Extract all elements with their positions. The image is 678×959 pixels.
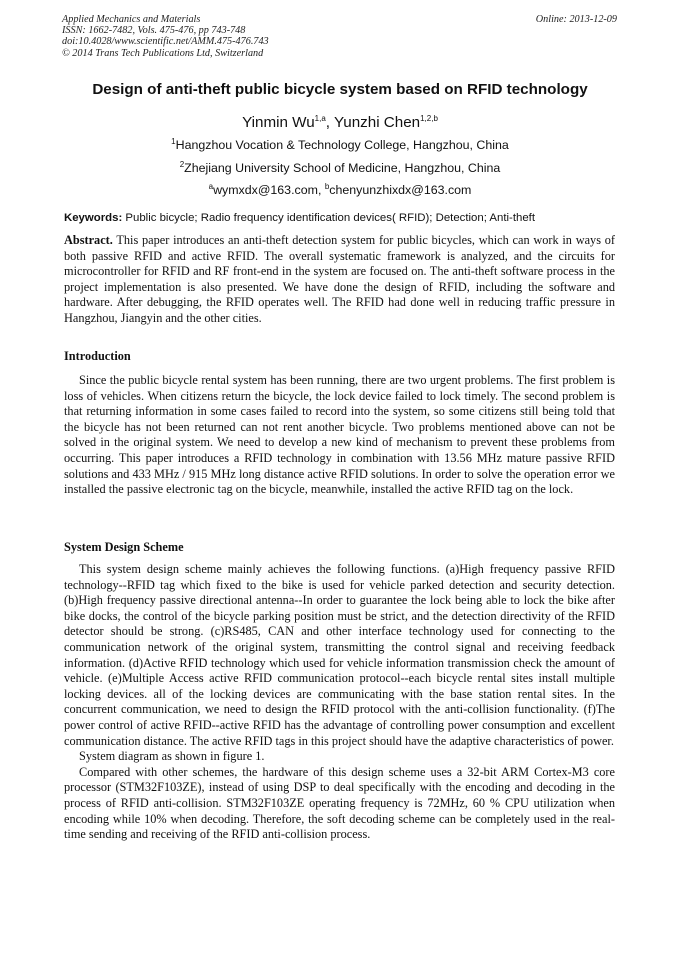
doi: doi:10.4028/www.scientific.net/AMM.475-476.743 [62, 36, 269, 48]
author-name: Yinmin Wu [242, 114, 315, 131]
email-line [40, 183, 640, 197]
affiliation [40, 161, 640, 175]
copyright: © 2014 Trans Tech Publications Ltd, Switzerland [62, 47, 264, 59]
affiliation-superscript: 1 [171, 136, 176, 146]
paragraph: Since the public bicycle rental system has been running, there are two urgent problems. The first problem is loss of vehicles. When citizens return the bicycle, the lock device failed to lock timely. The second problem is that returning information in some cases failed to record into the system, so some citizens still being told that the bicycle has not been returned can not rent another bicycle. Two problems mentioned above can not be solved in the original system. We need to develop a new kind of mechanism to prevent these problems from occurring. This paper introduces a RFID technology in combination with 13.56 MHz mature passive RFID solutions and 433 MHz / 915 MHz long distance active RFID solutions. In order to solve the operation error we installed the passive electronic tag on the bicycle, meanwhile, installed the active RFID tag on the lock. [64, 373, 615, 497]
email: wymxdx@163.com [213, 183, 318, 197]
email-separator: , [317, 183, 325, 197]
keywords-label: Keywords: [64, 212, 123, 224]
journal-header [62, 14, 617, 59]
paragraph: System diagram as shown in figure 1. [79, 749, 265, 764]
paragraph: Compared with other schemes, the hardware of this design scheme uses a 32-bit ARM Cortex-M3 core processor (STM32F103ZE), instead of using DSP to deal specifically with the encoding and decoding in the process of RFID anti-collision. STM32F103ZE operating frequency is 72MHz, 60 % CPU utilization when encoding while 10% when decoding. Therefore, the soft decoding scheme can be completely used in the real-time sending and receiving of the RFID anti-collision process. [64, 764, 615, 842]
email: chenyunzhixdx@163.com [329, 183, 472, 197]
introduction-body [64, 373, 615, 498]
author-superscript: 1,2,b [420, 113, 438, 123]
keywords [64, 212, 619, 224]
system-design-body [64, 562, 615, 843]
author-line [40, 114, 640, 131]
paper-title: Design of anti-theft public bicycle system based on RFID technology [92, 81, 588, 98]
issn: ISSN: 1662-7482, Vols. 475-476, pp 743-748 [62, 25, 246, 37]
author-superscript: 1,a [314, 113, 326, 123]
abstract [64, 233, 615, 327]
journal-name: Applied Mechanics and Materials [62, 14, 201, 25]
affiliation-text: Zhejiang University School of Medicine, Hangzhou, China [184, 161, 501, 175]
section-heading-introduction: Introduction [64, 349, 131, 363]
affiliation-text: Hangzhou Vocation & Technology College, Hangzhou, China [175, 138, 509, 152]
online-date: Online: 2013-12-09 [535, 14, 617, 25]
email-superscript: b [324, 181, 330, 191]
abstract-label: Abstract. [64, 233, 113, 247]
email-superscript: a [208, 181, 214, 191]
abstract-text: This paper introduces an anti-theft detection system for public bicycles, which can work in ways of both passive RFID and active RFID. The overall systematic framework is analyzed, and the circuits for microcontroller for RFID and RF front-end in the system are focused on. The anti-theft software process in the project implementation is also presented. We have done the design of RFID, including the software and hardware. After debugging, the RFID operates well. The RFID had done well in reducing traffic pressure in Hangzhou, Jiangyin and the other cities. [64, 233, 615, 325]
keywords-text: Public bicycle; Radio frequency identification devices( RFID); Detection; Anti-theft [122, 212, 536, 224]
affiliation [40, 138, 640, 152]
section-heading-system-design: System Design Scheme [64, 540, 184, 554]
author-name: Yunzhi Chen [333, 114, 421, 131]
affiliation-superscript: 2 [179, 159, 185, 169]
author-separator: , [325, 114, 334, 131]
paragraph: This system design scheme mainly achieves the following functions. (a)High frequency passive RFID technology--RFID tag which fixed to the bike is used for vehicle parked detection and security detection. (b)High frequency passive directional antenna--In order to guarantee the lock being able to lock the bike after bike docks, the control of the bicycle parking position must be strict, and the detection directivity of the RFID detector should be strong. (c)RS485, CAN and other interface technology used for connecting to the communication network of the original system, transmitting the control signal and receiving feedback information. (d)Active RFID technology which used for vehicle information transmission check the amount of vehicle. (e)Multiple Access active RFID communication protocol--each bicycle rental sites install multiple locking devices. all of the locking devices are communicating with the base station rental sites. In the concurrent communication, we need to design the RFID protocol with the anti-collision functionality. (f)The power control of active RFID--active RFID has the advantage of controlling power consumption and excellent communication distance. The active RFID tags in this project should have the adaptive characteristics of power. [64, 562, 615, 748]
